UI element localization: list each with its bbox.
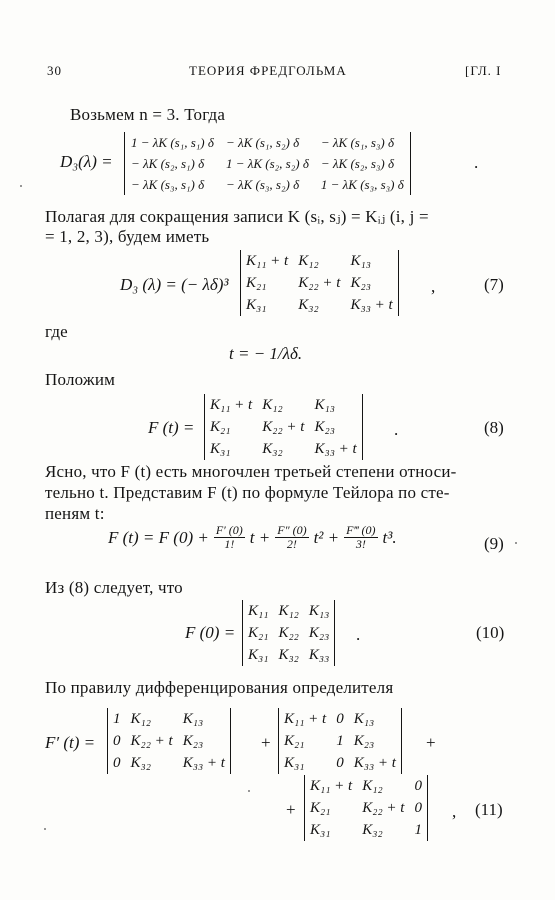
matrix-cell: K₁₂ [130, 711, 151, 727]
eq9-frac2 [275, 524, 308, 551]
matrix-cell: 0 [336, 755, 344, 771]
scan-speck [515, 542, 517, 544]
matrix-row [125, 174, 411, 195]
matrix-cell: K₃₁ [210, 441, 231, 457]
matrix-cell: K₁₃ [314, 397, 335, 413]
eq7-comma: , [431, 277, 436, 296]
eq7-determinant [240, 250, 399, 316]
page-number: 30 [47, 63, 62, 78]
matrix-cell: 0 [113, 755, 121, 771]
eq8-lhs: F (t) = [148, 418, 195, 437]
matrix-cell: K₃₂ [278, 647, 299, 663]
matrix-row [108, 708, 231, 730]
matrix-cell: K₃₂ [298, 297, 319, 313]
matrix-row [125, 132, 411, 153]
eq9-frac1 [214, 524, 245, 551]
matrix-cell: K₃₂ [130, 755, 151, 771]
eq9-frac3 [344, 524, 377, 551]
eq9-frac3-num: F‴ (0) [346, 523, 376, 537]
matrix-cell: K₃₃ + t [182, 755, 225, 771]
eq11-comma: , [452, 802, 457, 821]
running-title: ТЕОРИЯ ФРЕДГОЛЬМА [189, 63, 347, 78]
paragraph-take-n3: Возьмем n = 3. Тогда [70, 105, 226, 124]
eq10-lhs: F (0) = [185, 623, 236, 642]
matrix-cell: K₂₂ + t [298, 275, 341, 291]
matrix-cell: K₂₃ [350, 275, 371, 291]
paragraph-notation-line1: Полагая для сокращения записи K (sᵢ, sⱼ) = Kᵢⱼ (i, j = [45, 207, 429, 226]
d3-period: . [474, 153, 479, 172]
eq9-part3: t² + [313, 527, 340, 547]
matrix-cell: K₁₂ [262, 397, 283, 413]
matrix-row [305, 819, 428, 841]
matrix-cell: K₂₁ [246, 275, 267, 291]
matrix-cell: 1 [414, 822, 422, 838]
eq11-number: (11) [475, 800, 503, 819]
matrix-cell: 0 [414, 778, 422, 794]
eq11-lhs: F′ (t) = [45, 733, 96, 752]
eq9-part1: F (t) = F (0) + [108, 527, 209, 547]
matrix-row [108, 752, 231, 774]
matrix-row [241, 294, 399, 316]
matrix-cell: K₁₃ [350, 253, 371, 269]
matrix-cell: 1 [113, 711, 121, 727]
matrix-cell: K₂₃ [182, 733, 204, 749]
matrix-row [205, 416, 363, 438]
matrix-cell: K₃₃ [308, 647, 330, 663]
eq11-plus-2: + [426, 733, 436, 752]
matrix-row [205, 438, 363, 460]
matrix-cell: − λK (s₂, s₃) δ [320, 156, 395, 171]
matrix-cell: K₃₁ [248, 647, 269, 663]
eq9-frac2-den: 2! [286, 537, 297, 551]
matrix-cell: K₃₁ [310, 822, 331, 838]
word-where: где [45, 322, 68, 341]
matrix-cell: − λK (s₃, s₁) δ [131, 177, 205, 192]
matrix-cell: K₂₂ + t [362, 800, 405, 816]
d3-determinant [124, 132, 411, 195]
paragraph-polynomial-line2: тельно t. Представим F (t) по формуле Тейлора по сте- [45, 483, 450, 502]
eq9-number: (9) [484, 534, 504, 553]
eq10-number: (10) [476, 623, 505, 642]
matrix-cell: K₂₁ [210, 419, 231, 435]
matrix-cell: 1 − λK (s₁, s₁) δ [131, 135, 214, 150]
eq11-determinant-a [107, 708, 231, 774]
matrix-cell: K₁₃ [308, 603, 330, 619]
matrix-cell: K₂₂ [278, 625, 299, 641]
matrix-cell: K₃₃ + t [350, 297, 393, 313]
eq8-number: (8) [484, 418, 504, 437]
eq10-determinant [242, 600, 335, 666]
matrix-cell: K₃₁ [246, 297, 267, 313]
matrix-cell: K₃₃ + t [353, 755, 396, 771]
matrix-row [241, 272, 399, 294]
matrix-cell: 0 [113, 733, 121, 749]
matrix-cell: K₁₁ [248, 603, 269, 619]
eq9-part2: t + [249, 527, 271, 547]
matrix-row [125, 153, 411, 174]
matrix-cell: K₁₂ [278, 603, 299, 619]
paragraph-polynomial-line3: пеням t: [45, 504, 105, 523]
matrix-cell: − λK (s₃, s₂) δ [225, 177, 300, 192]
matrix-row [279, 730, 402, 752]
matrix-cell: K₁₁ + t [246, 253, 289, 269]
matrix-cell: K₃₃ + t [314, 441, 357, 457]
eq9-frac3-den: 3! [355, 537, 366, 551]
eq7-lhs: D₃ (λ) = (− λδ)³ [120, 275, 229, 294]
eq10-period: . [356, 625, 361, 644]
matrix-row [243, 644, 335, 666]
matrix-cell: K₁₁ + t [284, 711, 327, 727]
matrix-cell: K₂₂ + t [130, 733, 173, 749]
matrix-row [243, 622, 335, 644]
matrix-row [305, 775, 428, 797]
eq9-frac1-den: 1! [224, 537, 235, 551]
matrix-row [279, 708, 402, 730]
matrix-cell: K₂₁ [284, 733, 305, 749]
eq9-taylor [108, 524, 397, 551]
matrix-cell: K₁₁ + t [210, 397, 253, 413]
matrix-cell: K₁₁ + t [310, 778, 353, 794]
matrix-cell: K₂₃ [308, 625, 330, 641]
matrix-row [243, 600, 335, 622]
eq11-plus-3: + [286, 800, 296, 819]
eq9-part4: t³. [382, 527, 397, 547]
paragraph-differentiation-rule: По правилу дифференцирования определителя [45, 678, 394, 697]
matrix-cell: K₂₂ + t [262, 419, 305, 435]
matrix-cell: 1 [336, 733, 344, 749]
eq7-number: (7) [484, 275, 504, 294]
matrix-cell: 1 − λK (s₃, s₃) δ [320, 177, 404, 192]
eq8-period: . [394, 420, 399, 439]
matrix-cell: K₃₂ [362, 822, 383, 838]
matrix-cell: K₁₃ [182, 711, 204, 727]
eq9-frac2-num: F″ (0) [277, 523, 307, 537]
matrix-cell: 0 [336, 711, 344, 727]
eq11-determinant-b [278, 708, 402, 774]
matrix-cell: K₂₁ [310, 800, 331, 816]
t-definition: t = − 1/λδ. [229, 344, 303, 363]
matrix-cell: K₁₃ [353, 711, 375, 727]
eq11-determinant-c [304, 775, 428, 841]
word-put: Положим [45, 370, 116, 389]
scan-speck [20, 185, 22, 187]
scan-speck [248, 790, 250, 792]
matrix-cell: − λK (s₁, s₂) δ [225, 135, 300, 150]
chapter-label: [ГЛ. I [465, 63, 502, 78]
matrix-row [305, 797, 428, 819]
matrix-cell: 0 [414, 800, 422, 816]
matrix-cell: K₁₂ [298, 253, 319, 269]
matrix-cell: K₂₁ [248, 625, 269, 641]
matrix-cell: − λK (s₁, s₃) δ [320, 135, 395, 150]
matrix-cell: K₃₂ [262, 441, 283, 457]
matrix-cell: 1 − λK (s₂, s₂) δ [225, 156, 309, 171]
matrix-cell: K₂₃ [353, 733, 375, 749]
eq11-plus-1: + [261, 733, 271, 752]
paragraph-from-8: Из (8) следует, что [45, 578, 183, 597]
eq9-frac1-num: F′ (0) [215, 523, 243, 537]
d3-lhs: D₃(λ) = [60, 152, 113, 171]
matrix-cell: K₁₂ [362, 778, 383, 794]
matrix-row [279, 752, 402, 774]
scan-speck [44, 828, 46, 830]
eq8-determinant [204, 394, 363, 460]
matrix-row [241, 250, 399, 272]
matrix-row [205, 394, 363, 416]
matrix-cell: − λK (s₂, s₁) δ [131, 156, 205, 171]
matrix-cell: K₃₁ [284, 755, 305, 771]
matrix-row [108, 730, 231, 752]
paragraph-notation-line2: = 1, 2, 3), будем иметь [45, 227, 210, 246]
paragraph-polynomial-line1: Ясно, что F (t) есть многочлен третьей степени относи- [45, 462, 457, 481]
matrix-cell: K₂₃ [314, 419, 335, 435]
